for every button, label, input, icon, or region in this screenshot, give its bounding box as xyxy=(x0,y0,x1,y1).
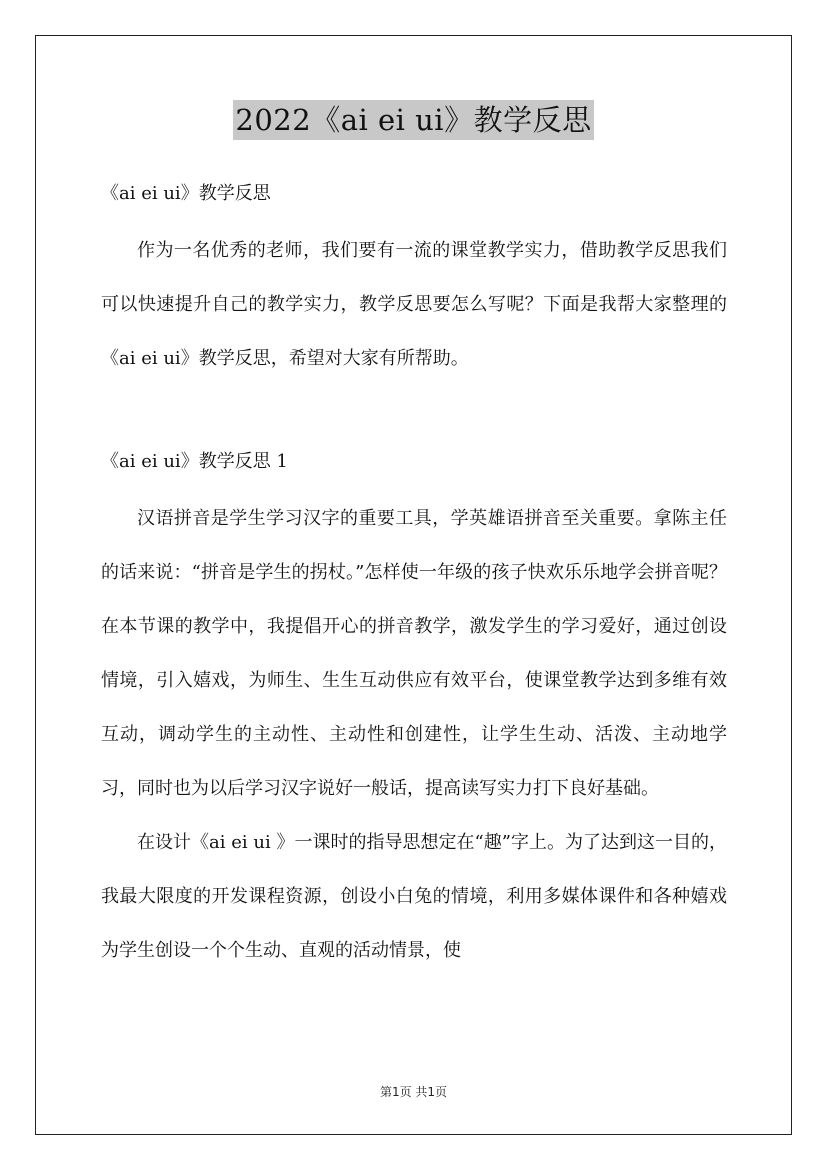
document-body xyxy=(101,176,727,978)
intro-paragraph: 作为一名优秀的老师，我们要有一流的课堂教学实力，借助教学反思我们可以快速提升自己的教学实力，教学反思要怎么写呢？下面是我帮大家整理的《ai ei ui》教学反思，希望对大家有所帮助。 xyxy=(101,240,727,369)
page-footer xyxy=(0,1083,827,1101)
title-area xyxy=(0,100,827,140)
body-paragraph: 汉语拼音是学生学习汉字的重要工具，学英雄语拼音至关重要。拿陈主任的话来说：“拼音是学生的拐杖。”怎样使一年级的孩子快欢乐乐地学会拼音呢？在本节课的教学中，我提倡开心的拼音教学，激发学生的学习爱好，通过创设情境，引入嬉戏，为师生、生生互动供应有效平台，使课堂教学达到多维有效互动，调动学生的主动性、主动性和创建性，让学生生动、活泼、主动地学习，同时也为以后学习汉字说好一般话，提高读写实力打下良好基础。 xyxy=(101,508,727,799)
section-heading: 《ai ei ui》教学反思 1 xyxy=(101,451,288,472)
page-number: 第1页 共1页 xyxy=(379,1085,448,1099)
document-subtitle: 《ai ei ui》教学反思 xyxy=(101,183,271,204)
document-title: 2022《ai ei ui》教学反思 xyxy=(233,100,593,140)
body-paragraph: 在设计《ai ei ui 》一课时的指导思想定在“趣”字上。为了达到这一目的，我最大限度的开发课程资源，创设小白兔的情境，利用多媒体课件和各种嬉戏为学生创设一个个生动、直观的活动情景，使 xyxy=(101,832,727,961)
